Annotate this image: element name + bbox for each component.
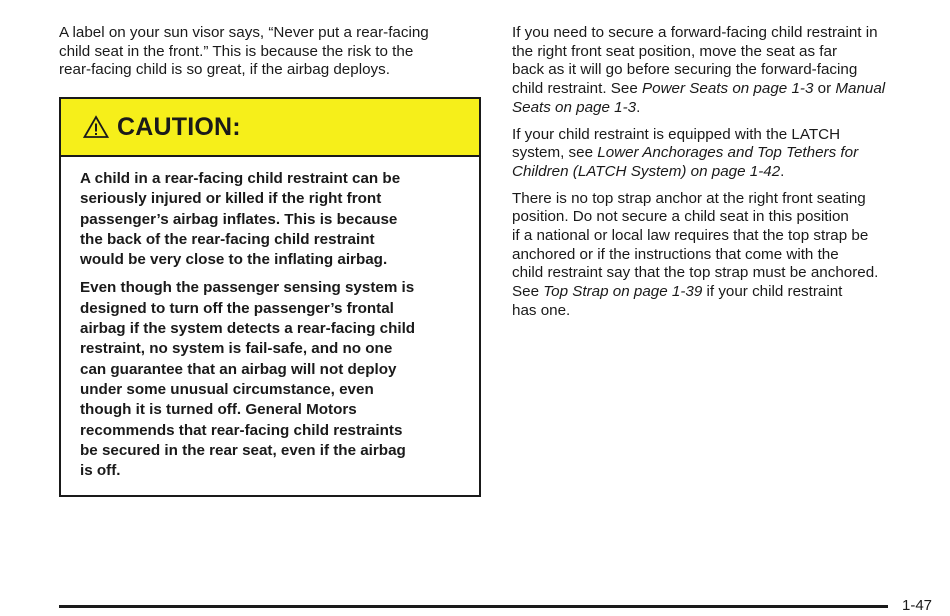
text-line: If you need to secure a forward-facing child restraint in [512,24,878,41]
text-span: child restraint. See [512,80,642,98]
latch-system-reference[interactable]: Children (LATCH System) on page 1-42 [512,162,781,180]
text-line: the right front seat position, move the seat as far [512,42,838,60]
manual-seats-reference[interactable]: Manual [835,80,886,98]
power-seats-reference[interactable]: Power Seats on page 1-3 [642,80,814,98]
footer-rule [59,605,888,608]
text-span: or [813,80,836,98]
left-column [59,24,481,88]
text-line: designed to turn off the passenger’s frontal [80,299,394,317]
right-column [512,24,937,329]
lower-anchorages-reference[interactable]: Lower Anchorages and Top Tethers for [597,144,859,162]
text-line: has one. [512,301,571,319]
text-line: is off. [80,462,121,480]
text-line: If your child restraint is equipped with the LATCH [512,125,841,143]
text-line: the back of the rear-facing child restraint [80,230,375,248]
text-line: A label on your sun visor says, “Never put a rear-facing [59,24,429,41]
text-line [512,163,937,182]
text-line: back as it will go before securing the forward-facing [512,61,858,79]
text-line [512,144,937,163]
text-line: child seat in the front.” This is because the risk to the [59,42,414,60]
text-line [512,283,937,302]
caution-box [59,97,481,497]
latch-paragraph [512,126,937,182]
text-line [512,99,937,118]
text-line: passenger’s airbag inflates. This is because [80,210,398,228]
caution-paragraph-2 [80,278,472,481]
text-span: . [780,162,785,180]
text-span: . [636,98,641,116]
page-number: 1-47 [902,597,933,614]
caution-header [61,99,479,157]
text-line: airbag if the system detects a rear-facing child [80,320,416,338]
text-line: if a national or local law requires that the top strap be [512,227,869,245]
text-span: system, see [512,144,598,162]
text-span: See [512,283,544,301]
forward-facing-paragraph [512,24,937,118]
text-line: child restraint say that the top strap must be anchored. [512,264,879,282]
sun-visor-paragraph [59,24,481,80]
text-span: if your child restraint [702,283,843,301]
warning-triangle-icon [83,115,109,139]
text-line: can guarantee that an airbag will not deploy [80,360,397,378]
text-line: recommends that rear-facing child restraints [80,421,403,439]
top-strap-paragraph [512,190,937,321]
text-line: though it is turned off. General Motors [80,401,357,419]
text-line: under some unusual circumstance, even [80,380,374,398]
caution-body [80,169,472,489]
caution-title: CAUTION: [117,113,241,141]
text-line: anchored or if the instructions that come with the [512,245,839,263]
caution-paragraph-1 [80,169,472,270]
text-line: Even though the passenger sensing system is [80,279,415,297]
text-line: A child in a rear-facing child restraint can be [80,170,401,187]
text-line: position. Do not secure a child seat in this position [512,208,849,226]
text-line: restraint, no system is fail-safe, and no one [80,340,393,358]
manual-seats-reference-cont[interactable]: Seats on page 1-3 [512,98,637,116]
text-line [512,80,937,99]
text-line: There is no top strap anchor at the right front seating [512,189,866,207]
text-line: rear-facing child is so great, if the airbag deploys. [59,61,390,79]
text-line: be secured in the rear seat, even if the airbag [80,441,406,459]
text-line: would be very close to the inflating airbag. [80,251,388,269]
text-line: seriously injured or killed if the right front [80,190,382,208]
top-strap-reference[interactable]: Top Strap on page 1-39 [543,283,703,301]
